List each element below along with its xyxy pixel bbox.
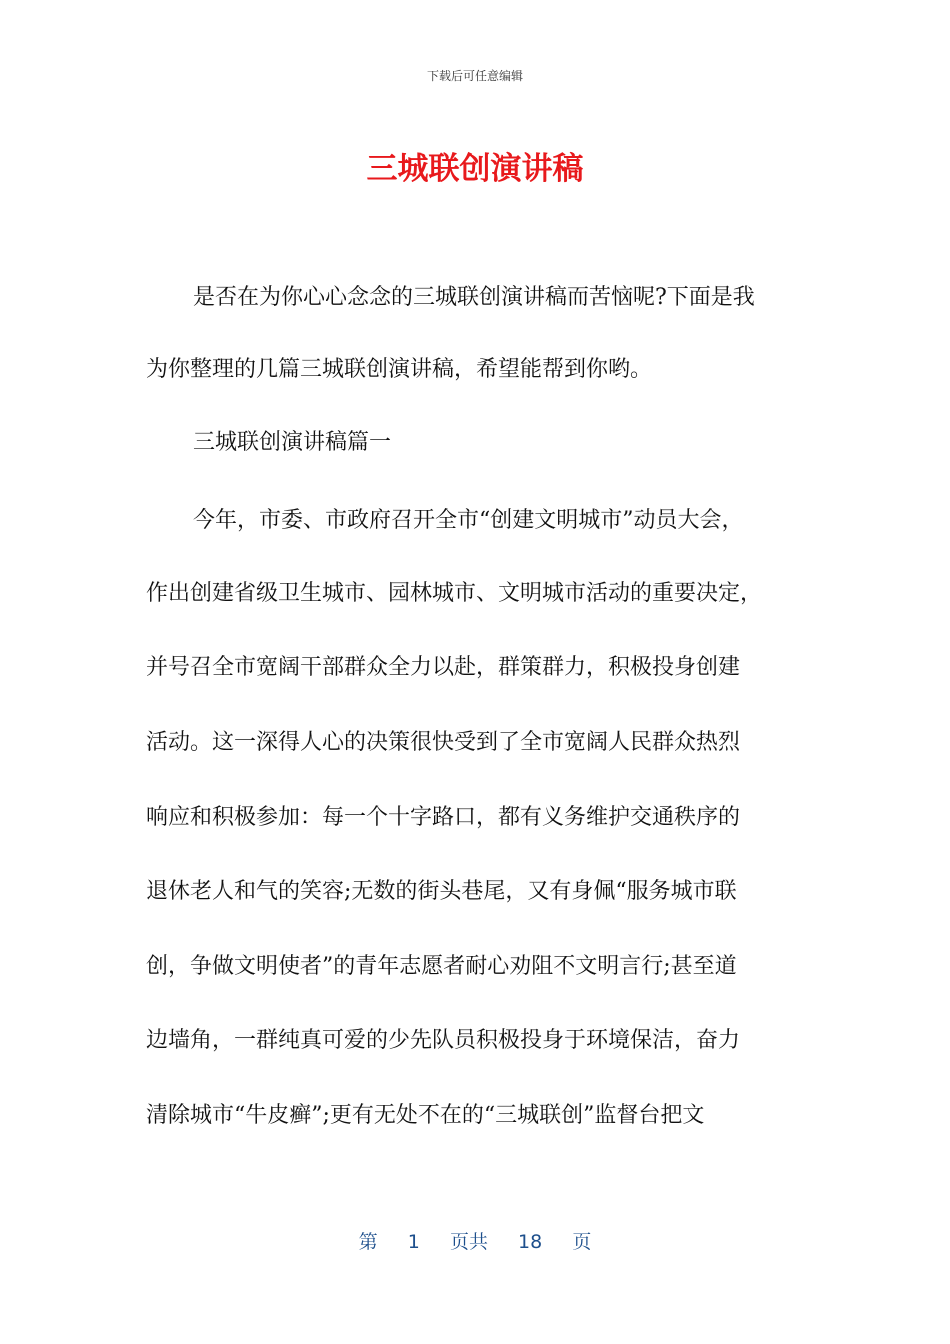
page-footer xyxy=(0,1227,950,1254)
paragraph-line: 并号召全市宽阔干部群众全力以赴，群策群力，积极投身创建 xyxy=(146,655,741,680)
header-note: 下载后可任意编辑 xyxy=(426,69,523,83)
paragraph-line: 边墙角，一群纯真可爱的少先队员积极投身于环境保洁，奋力 xyxy=(146,1028,741,1053)
footer-prefix: 第 xyxy=(358,1231,378,1253)
paragraph-line: 退休老人和气的笑容;无数的街头巷尾，又有身佩“服务城市联 xyxy=(146,879,737,904)
paragraph-line: 清除城市“牛皮癣”;更有无处不在的“三城联创”监督台把文 xyxy=(146,1103,705,1128)
document-title: 三城联创演讲稿 xyxy=(366,151,584,187)
paragraph-line: 今年，市委、市政府召开全市“创建文明城市”动员大会， xyxy=(193,508,744,533)
total-pages-number: 18 xyxy=(518,1231,543,1253)
paragraph-line: 是否在为你心心念念的三城联创演讲稿而苦恼呢?下面是我 xyxy=(193,285,755,310)
section-heading: 三城联创演讲稿篇一 xyxy=(193,430,392,455)
paragraph-line: 响应和积极参加：每一个十字路口，都有义务维护交通秩序的 xyxy=(146,805,741,830)
current-page-number: 1 xyxy=(407,1231,420,1253)
footer-suffix: 页 xyxy=(572,1231,592,1253)
paragraph-line: 活动。这一深得人心的决策很快受到了全市宽阔人民群众热烈 xyxy=(146,730,741,755)
paragraph-line: 为你整理的几篇三城联创演讲稿，希望能帮到你哟。 xyxy=(146,357,653,382)
paragraph-line: 创，争做文明使者”的青年志愿者耐心劝阻不文明言行;甚至道 xyxy=(146,954,737,979)
paragraph-line: 作出创建省级卫生城市、园林城市、文明城市活动的重要决定， xyxy=(146,581,763,606)
footer-mid: 页共 xyxy=(449,1231,488,1253)
